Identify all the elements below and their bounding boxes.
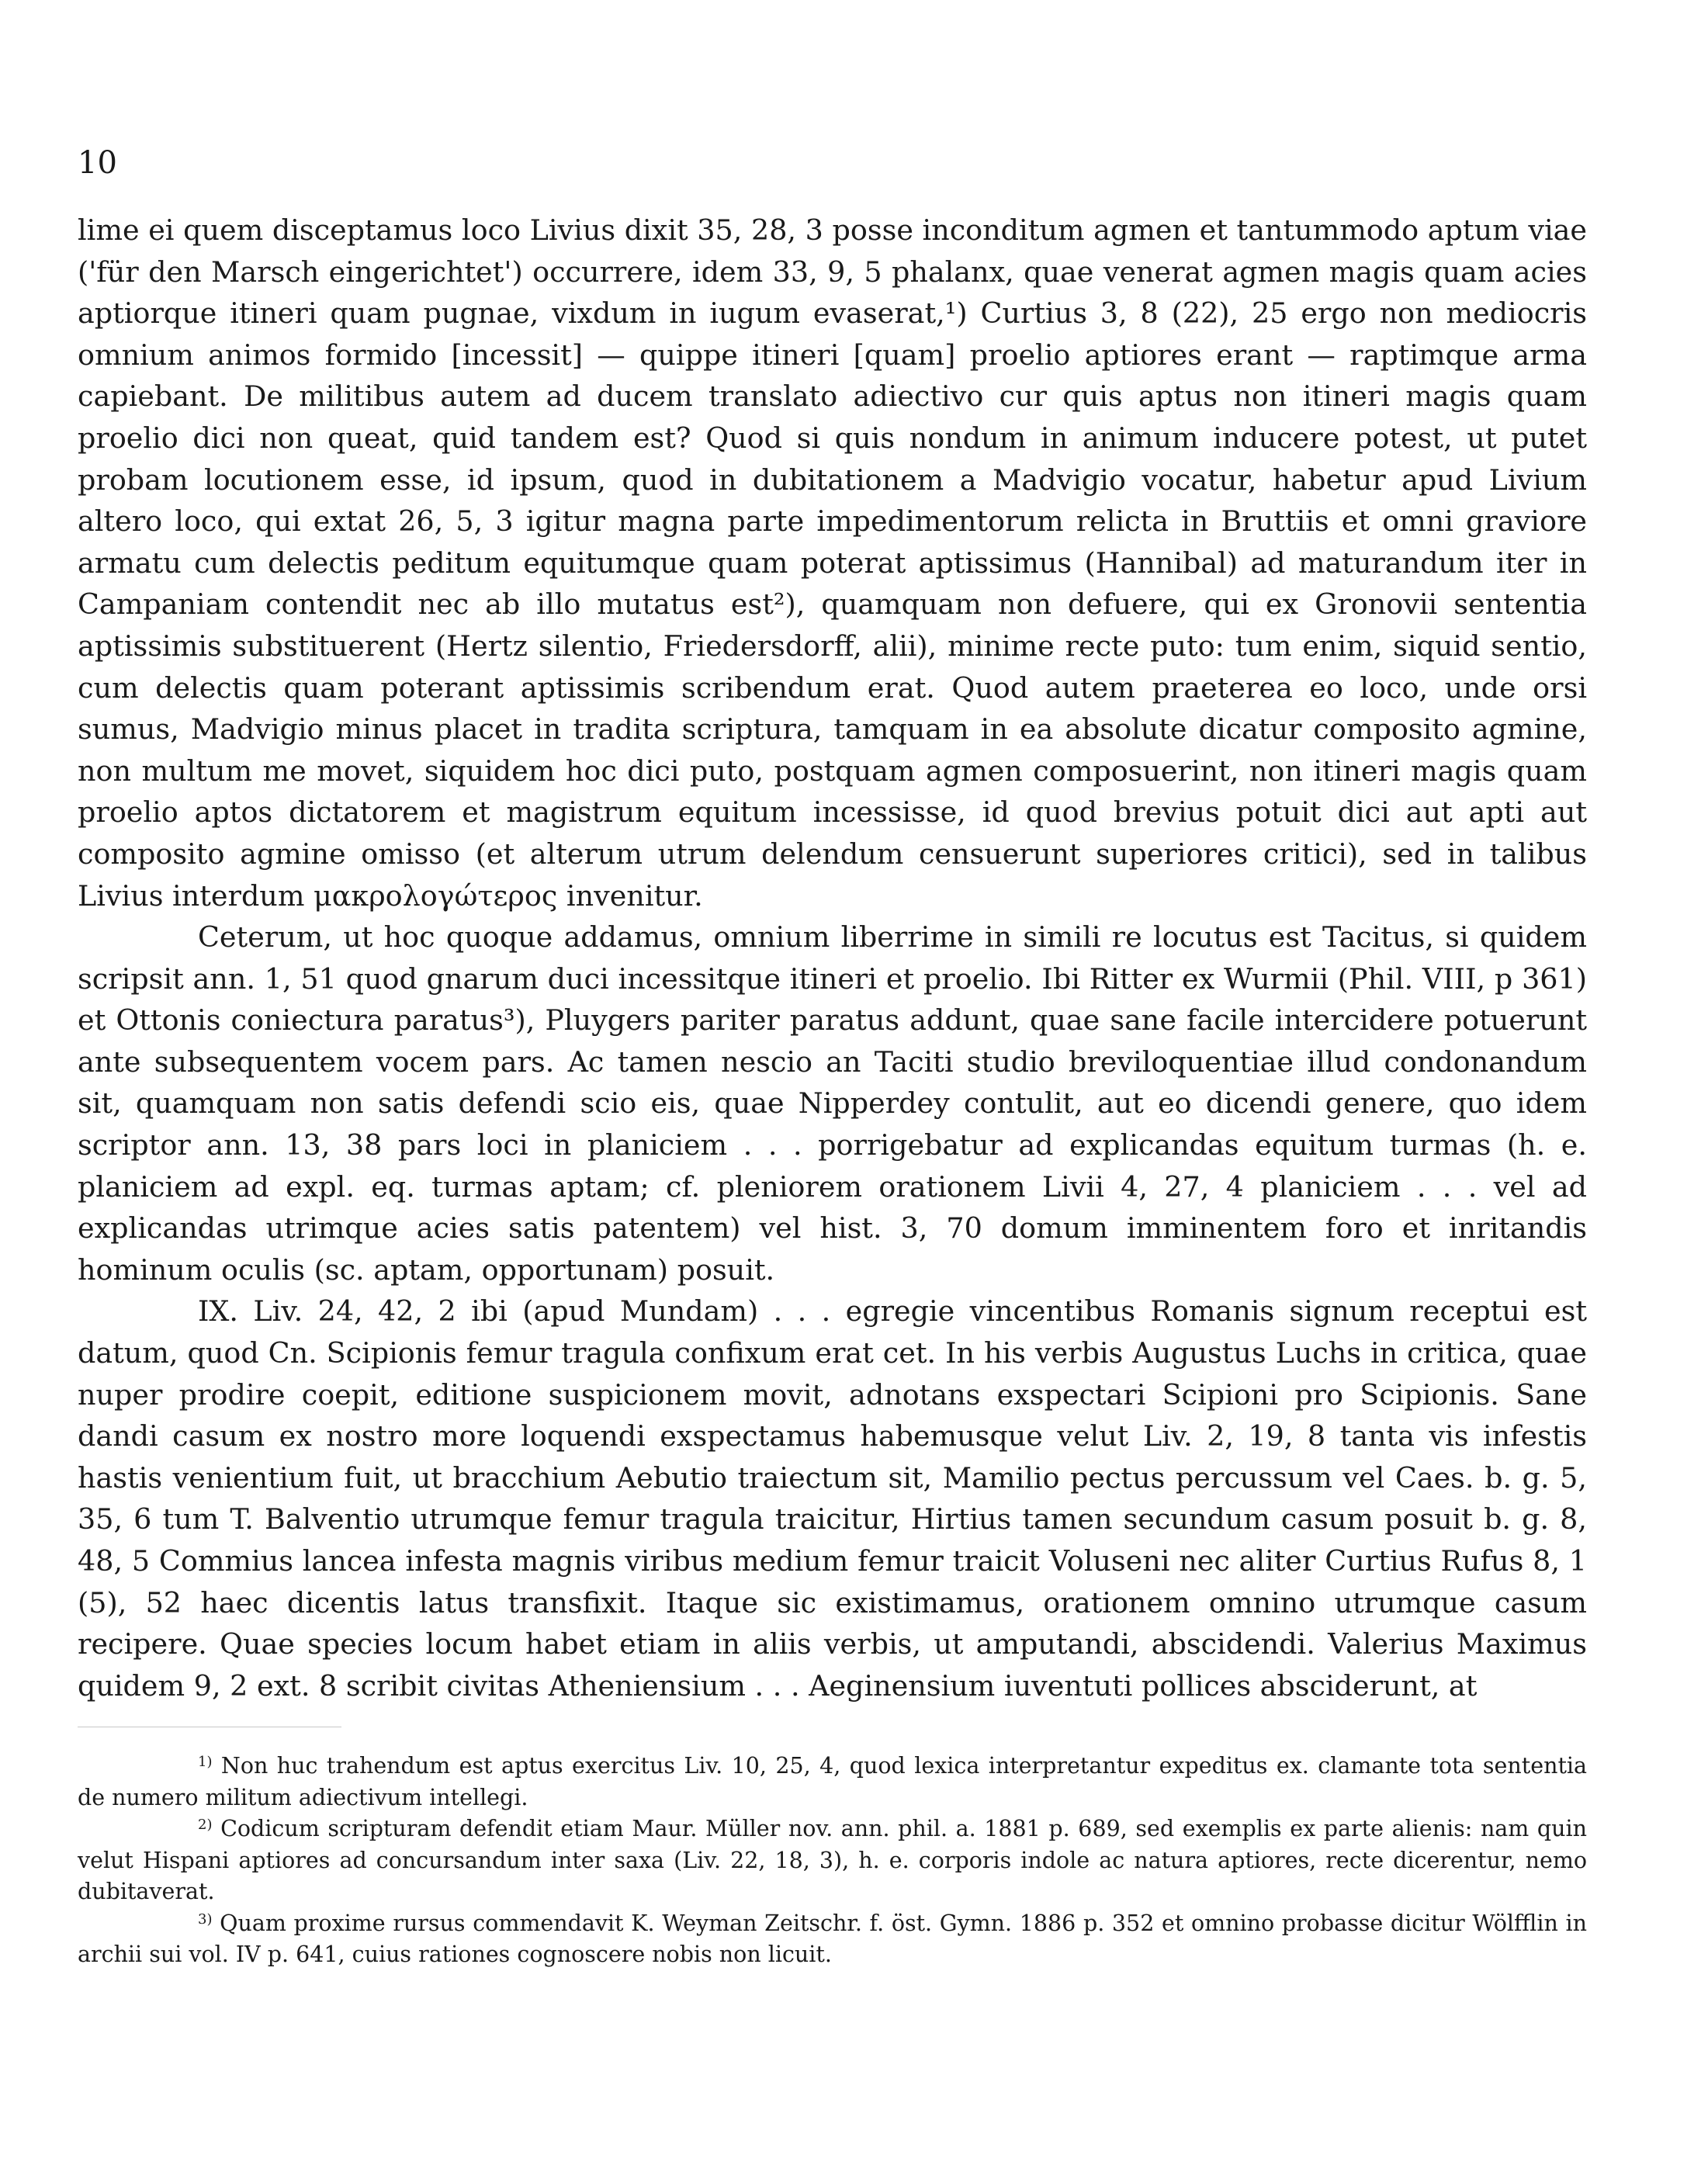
footnote-marker: 2): [198, 1817, 213, 1833]
paragraph-2: Ceterum, ut hoc quoque addamus, omnium liberrime in simili re locutus est Tacitus, si quidem scripsit ann. 1, 51 quod gnarum duci incessitque itineri et proelio. Ibi Ritter ex Wurmii (Phil. VIII, p 361) et Ottonis coniectura paratus³), Pluygers pariter paratus addunt, quae sane facile intercidere potuerunt ante subsequentem vocem pars. Ac tamen nescio an Taciti studio breviloquentiae illud condonandum sit, quamquam non satis defendi scio eis, quae Nipperdey contulit, aut eo dicendi genere, quo idem scriptor ann. 13, 38 pars loci in planiciem . . . porrigebatur ad explicandas equitum turmas (h. e. planiciem ad expl. eq. turmas aptam; cf. pleniorem orationem Livii 4, 27, 4 planiciem . . . vel ad explicandas utrimque acies satis patentem) vel hist. 3, 70 domum imminentem foro et inritandis hominum oculis (sc. aptam, opportunam) posuit.: [78, 920, 1587, 1287]
footnote-1: [78, 1751, 1587, 1813]
paragraph-3: IX. Liv. 24, 42, 2 ibi (apud Mundam) . . . egregie vincentibus Romanis signum receptui est datum, quod Cn. Scipionis femur tragula confixum erat cet. In his verbis Augustus Luchs in critica, quae nuper prodire coepit, editione suspicionem movit, adnotans exspectari Scipioni pro Scipionis. Sane dandi casum ex nostro more loquendi exspectamus habemusque velut Liv. 2, 19, 8 tanta vis infestis hastis venientium fuit, ut bracchium Aebutio traiectum sit, Mamilio pectus percussum vel Caes. b. g. 5, 35, 6 tum T. Balventio utrumque femur tragula traicitur, Hirtius tamen secundum casum posuit b. g. 8, 48, 5 Commius lancea infesta magnis viribus medium femur traicit Voluseni nec aliter Curtius Rufus 8, 1 (5), 52 haec dicentis latus transfixit. Itaque sic existimamus, orationem omnino utrumque casum recipere. Quae species locum habet etiam in aliis verbis, ut amputandi, abscidendi. Valerius Maximus quidem 9, 2 ext. 8 scribit civitas Atheniensium . . . Aeginensium iuventuti pollices absciderunt, at: [78, 1294, 1587, 1703]
main-text: [78, 210, 1587, 1706]
footnote-marker: 1): [198, 1754, 213, 1770]
footnote-text: Codicum scripturam defendit etiam Maur. Müller nov. ann. phil. a. 1881 p. 689, sed exemplis ex parte alienis: nam quin velut Hispani aptiores ad concursandum inter saxa (Liv. 22, 18, 3), h. e. corporis indole ac natura aptiores, recte dicerentur, nemo dubitaverat.: [78, 1816, 1587, 1904]
paragraph-1: lime ei quem disceptamus loco Livius dixit 35, 28, 3 posse inconditum agmen et tantummodo aptum viae ('für den Marsch eingerichtet') occurrere, idem 33, 9, 5 phalanx, quae venerat agmen magis quam acies aptiorque itineri quam pugnae, vixdum in iugum evaserat,¹) Curtius 3, 8 (22), 25 ergo non mediocris omnium animos formido [incessit] — quippe itineri [quam] proelio aptiores erant — raptimque arma capiebant. De militibus autem ad ducem translato adiectivo cur quis aptus non itineri magis quam proelio dici non queat, quid tandem est? Quod si quis nondum in animum inducere potest, ut putet probam locutionem esse, id ipsum, quod in dubitationem a Madvigio vocatur, habetur apud Livium altero loco, qui extat 26, 5, 3 igitur magna parte impedimentorum relicta in Bruttiis et omni graviore armatu cum delectis peditum equitumque quam poterat aptissimus (Hannibal) ad maturandum iter in Campaniam contendit nec ab illo mutatus est²), quamquam non defuere, qui ex Gronovii sententia aptissimis substituerent (Hertz silentio, Friedersdorff, alii), minime recte puto: tum enim, siquid sentio, cum delectis quam poterant aptissimis scribendum erat. Quod autem praeterea eo loco, unde orsi sumus, Madvigio minus placet in tradita scriptura, tamquam in ea absolute dicatur composito agmine, non multum me movet, siquidem hoc dici puto, postquam agmen composuerint, non itineri magis quam proelio aptos dictatorem et magistrum equitum incessisse, id quod brevius potuit dici aut apti aut composito agmine omisso (et alterum utrum delendum censuerunt superiores critici), sed in talibus Livius interdum μακρολογώτερος invenitur.: [78, 213, 1587, 913]
footnote-text: Non huc trahendum est aptus exercitus Liv. 10, 25, 4, quod lexica interpretantur expeditus ex. clamante tota sententia de numero militum adiectivum intellegi.: [78, 1753, 1588, 1810]
footnote-2: [78, 1813, 1587, 1908]
footnote-marker: 3): [198, 1910, 213, 1928]
footnote-text: Quam proxime rursus commendavit K. Weyman Zeitschr. f. öst. Gymn. 1886 p. 352 et omnino probasse dicitur Wölfflin in archii sui vol. IV p. 641, cuius rationes cognoscere nobis non licuit.: [78, 1910, 1587, 1967]
page-number: 10: [78, 145, 117, 181]
footnotes: [78, 1751, 1587, 1971]
footnote-3: [78, 1908, 1587, 1971]
